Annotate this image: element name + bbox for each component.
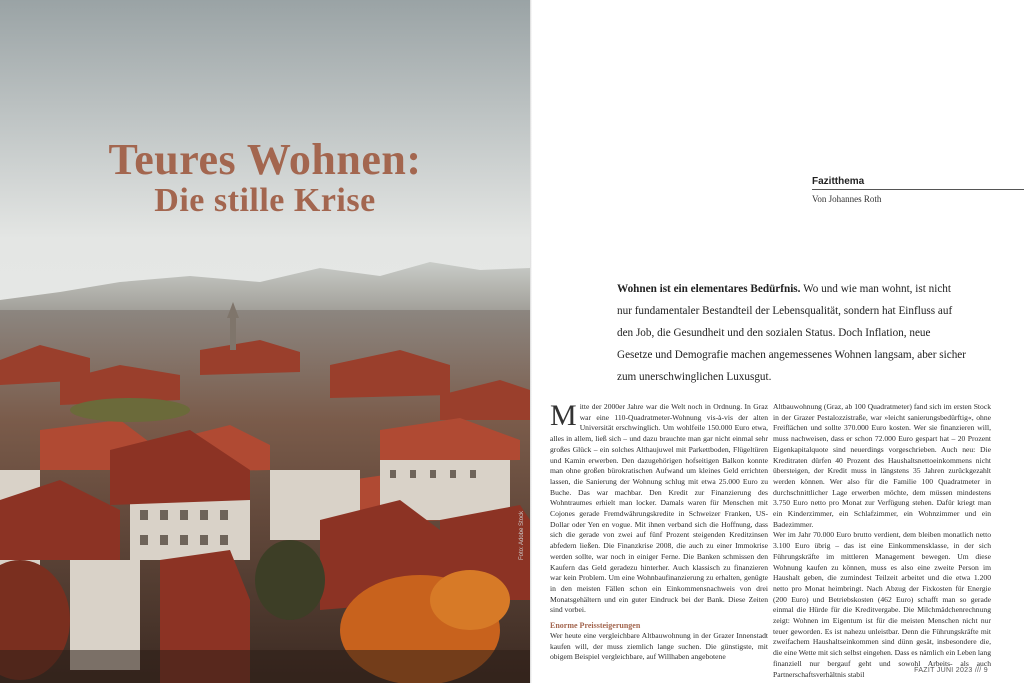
section-label: Fazitthema — [812, 176, 865, 187]
body-column-1 — [550, 399, 768, 663]
headline-line-1: Teures Wohnen: — [108, 135, 422, 184]
lead-bold: Wohnen ist ein elementares Bedürfnis. — [617, 283, 801, 295]
body-column-2 — [773, 402, 991, 680]
paragraph-text: itte der 2000er Jahre war die Welt noch in Ordnung. In Graz war eine 110-Quadratmeter-Wohnung vis-à-vis der alten Universität erschwinglich. Um wohlfeile 150.000 Euro etwa, alles in allem, ließ sich – und dazu brauchte man gar nicht einmal sehr großes Glück – ein solches Althaujuwel mit Parkettboden, Flügeltüren und Kamin erwerben. Den dazugehörigen hofseitigen Balkon konnte man ohne großen bürokratischen Aufwand um kleines Geld errichten lassen, die Sanierung der Wohnung schlug mit etwa 25.000 Euro zu Buche. Das war machbar. Den Kredit zur Finanzierung des Wohntraumes erhielt man locker. Damals waren für Menschen mit Cojones gerade Fremdwährungskredite in Schweizer Franken, US-Dollar oder Yen en vogue. Mit ihnen verband sich die Hoffnung, dass sich die gerade von zwei auf fünf Prozent steigenden Kreditzinsen abfedern ließen. Die Finanzkrise 2008, die auch zu einer Immokrise werden sollte, war noch in einiger Ferne. Die Banken schmissen den Kaufern das Geld geradezu hinterher. Auch klassisch zu finanzieren war kein Problem. Um eine Wohnbaufinanzierung zu erhalten, genügte in den meisten Fällen schon ein Einkommensnachweis von drei Monatsgehältern und ein guter Eindruck bei der Bank. Diese Zeiten sind vorbei. — [550, 402, 768, 615]
subheading: Enorme Preissteigerungen — [550, 621, 641, 631]
author-byline: Von Johannes Roth — [812, 194, 882, 204]
lead-paragraph — [617, 278, 967, 388]
right-page-article — [532, 0, 1024, 683]
body-paragraph: Altbauwohnung (Graz, ab 100 Quadratmeter) fand sich im ersten Stock in der Grazer Pestalozzistraße, war »leicht sanierungsbedürftig«, ohne Freiflächen und sollte 370.000 Euro kosten. Wer sie finanzieren will, muss nachweisen, dass er schon 72.000 Euro gespart hat – 20 Prozent Eigenkapitalquote sind neuerdings vorgeschrieben. Auch neu: Die Kreditraten dürfen 40 Prozent des Haushaltsnettoeinkommens nicht übersteigen, der Kredit muss in längstens 35 Jahren zurückgezahlt werden können. Wer also für die Familie 100 Quadratmeter in durchschnittlicher Lage erwerben möchte, dem müssen mindestens 3.750 Euro netto pro Monat zur Verfügung stehen. Dafür kriegt man ein Kinderzimmer, ein Schlafzimmer, ein Wohnzimmer und ein Badezimmer. — [773, 402, 991, 529]
section-divider — [812, 189, 1024, 190]
body-paragraph — [550, 399, 768, 616]
body-paragraph: Wer heute eine vergleichbare Altbauwohnung in der Grazer Innenstadt kaufen will, der muss ziemlich lange suchen. Die günstigste, mit obigem Beispiel vergleichbare, auf Willhaben angebotene — [550, 631, 768, 662]
lead-rest: Wo und wie man wohnt, ist nicht nur fundamentaler Bestandteil der Lebensqualität, sondern hat Einfluss auf den Job, die Gesundheit und den sozialen Status. Doch Inflation, neue Gesetze und Demografie machen angemessenes Wohnen langsam, aber sicher zum unerschwinglichen Luxusgut. — [617, 283, 966, 383]
photo-credit: Foto: Adobe Stock — [519, 510, 525, 560]
headline-line-2: Die stille Krise — [154, 182, 376, 219]
drop-cap: M — [550, 399, 577, 432]
page-footer: FAZIT JUNI 2023 /// 9 — [914, 667, 988, 674]
body-paragraph: Wer im Jahr 70.000 Euro brutto verdient, dem bleiben monatlich netto 3.100 Euro übrig – das ist eine Einkommensklasse, in der sich Führungskräfte im mittleren Management bewegen. Um diese Wohnung kaufen zu können, muss es also eine zweite Person im Haushalt geben, die zumindest Teilzeit arbeitet und die etwa 1.200 netto pro Monat heimbringt. Nach Abzug der Fixkosten für Energie (200 Euro) und Betriebskosten (462 Euro) schafft man so gerade einmal die Hürde für die Kreditvergabe. Die Milchmädchenrechnung zeigt: Wohnen im Eigentum ist für die meisten Menschen nicht nur teuer geworden. Es ist nahezu unleistbar. Denn die Führungskräfte mit zweifachem Haushaltseinkommen sind dünn gesät, insbesondere die, die eine Wette mit sich selbst eingehen. Dass es nämlich ein Leben lang finanziell nur bergauf geht und sowohl Arbeits- als auch Partnerschaftsverhältnis stabil — [773, 530, 991, 679]
